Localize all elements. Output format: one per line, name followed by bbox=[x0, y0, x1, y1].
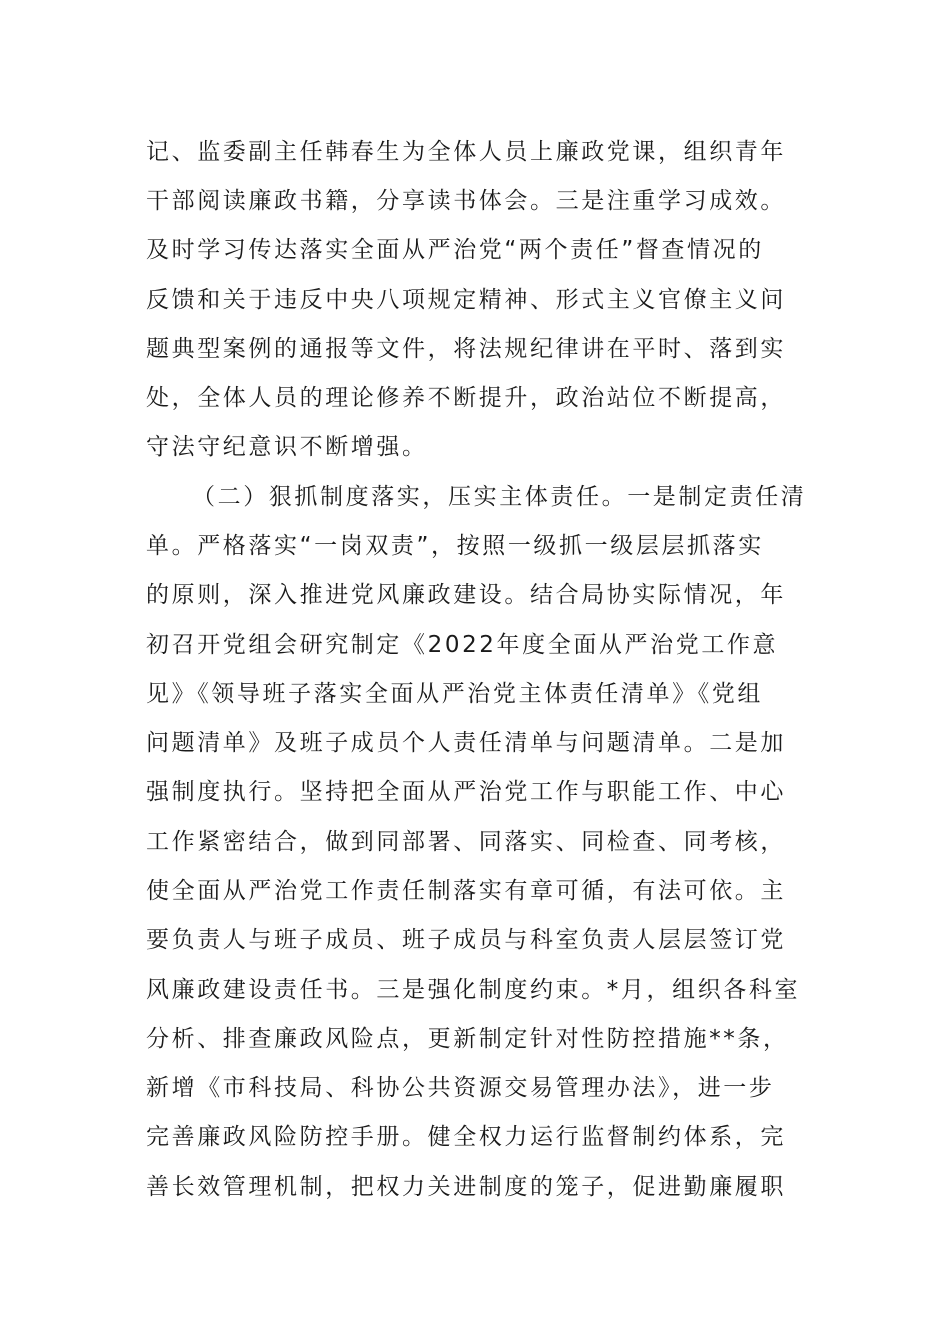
text-line: 完善廉政风险防控手册。健全权力运行监督制约体系，完 bbox=[146, 1124, 786, 1150]
text-line: 守法守纪意识不断增强。 bbox=[146, 434, 428, 460]
text-line: 分析、排查廉政风险点，更新制定针对性防控措施**条， bbox=[146, 1026, 789, 1052]
text-line: 题典型案例的通报等文件，将法规纪律讲在平时、落到实 bbox=[146, 336, 786, 362]
paragraph-first-line: （二）狠抓制度落实，压实主体责任。一是制定责任清 bbox=[192, 484, 807, 510]
text-line: 问题清单》及班子成员个人责任清单与问题清单。二是加 bbox=[146, 730, 786, 756]
text-line: 新增《市科技局、科协公共资源交易管理办法》，进一步 bbox=[146, 1075, 775, 1101]
text-line: 处，全体人员的理论修养不断提升，政治站位不断提高， bbox=[146, 385, 786, 411]
text-line: 反馈和关于违反中央八项规定精神、形式主义官僚主义问 bbox=[146, 287, 786, 313]
text-line: 记、监委副主任韩春生为全体人员上廉政党课，组织青年 bbox=[146, 139, 786, 165]
text-line: 风廉政建设责任书。三是强化制度约束。*月，组织各科室 bbox=[146, 977, 801, 1003]
text-line: 干部阅读廉政书籍，分享读书体会。三是注重学习成效。 bbox=[146, 188, 786, 214]
text-line: 善长效管理机制，把权力关进制度的笼子，促进勤廉履职 bbox=[146, 1174, 786, 1200]
text-line: 及时学习传达落实全面从严治党“两个责任”督查情况的 bbox=[146, 237, 764, 263]
text-line: 强制度执行。坚持把全面从严治党工作与职能工作、中心 bbox=[146, 779, 786, 805]
text-line: 的原则，深入推进党风廉政建设。结合局协实际情况，年 bbox=[146, 582, 786, 608]
text-line: 单。严格落实“一岗双责”，按照一级抓一级层层抓落实 bbox=[146, 533, 764, 559]
text-line: 见》《领导班子落实全面从严治党主体责任清单》《党组 bbox=[146, 681, 763, 707]
text-line: 要负责人与班子成员、班子成员与科室负责人层层签订党 bbox=[146, 927, 786, 953]
text-line: 初召开党组会研究制定《2022年度全面从严治党工作意 bbox=[146, 632, 779, 658]
text-line: 使全面从严治党工作责任制落实有章可循，有法可依。主 bbox=[146, 878, 786, 904]
text-line: 工作紧密结合，做到同部署、同落实、同检查、同考核， bbox=[146, 829, 786, 855]
